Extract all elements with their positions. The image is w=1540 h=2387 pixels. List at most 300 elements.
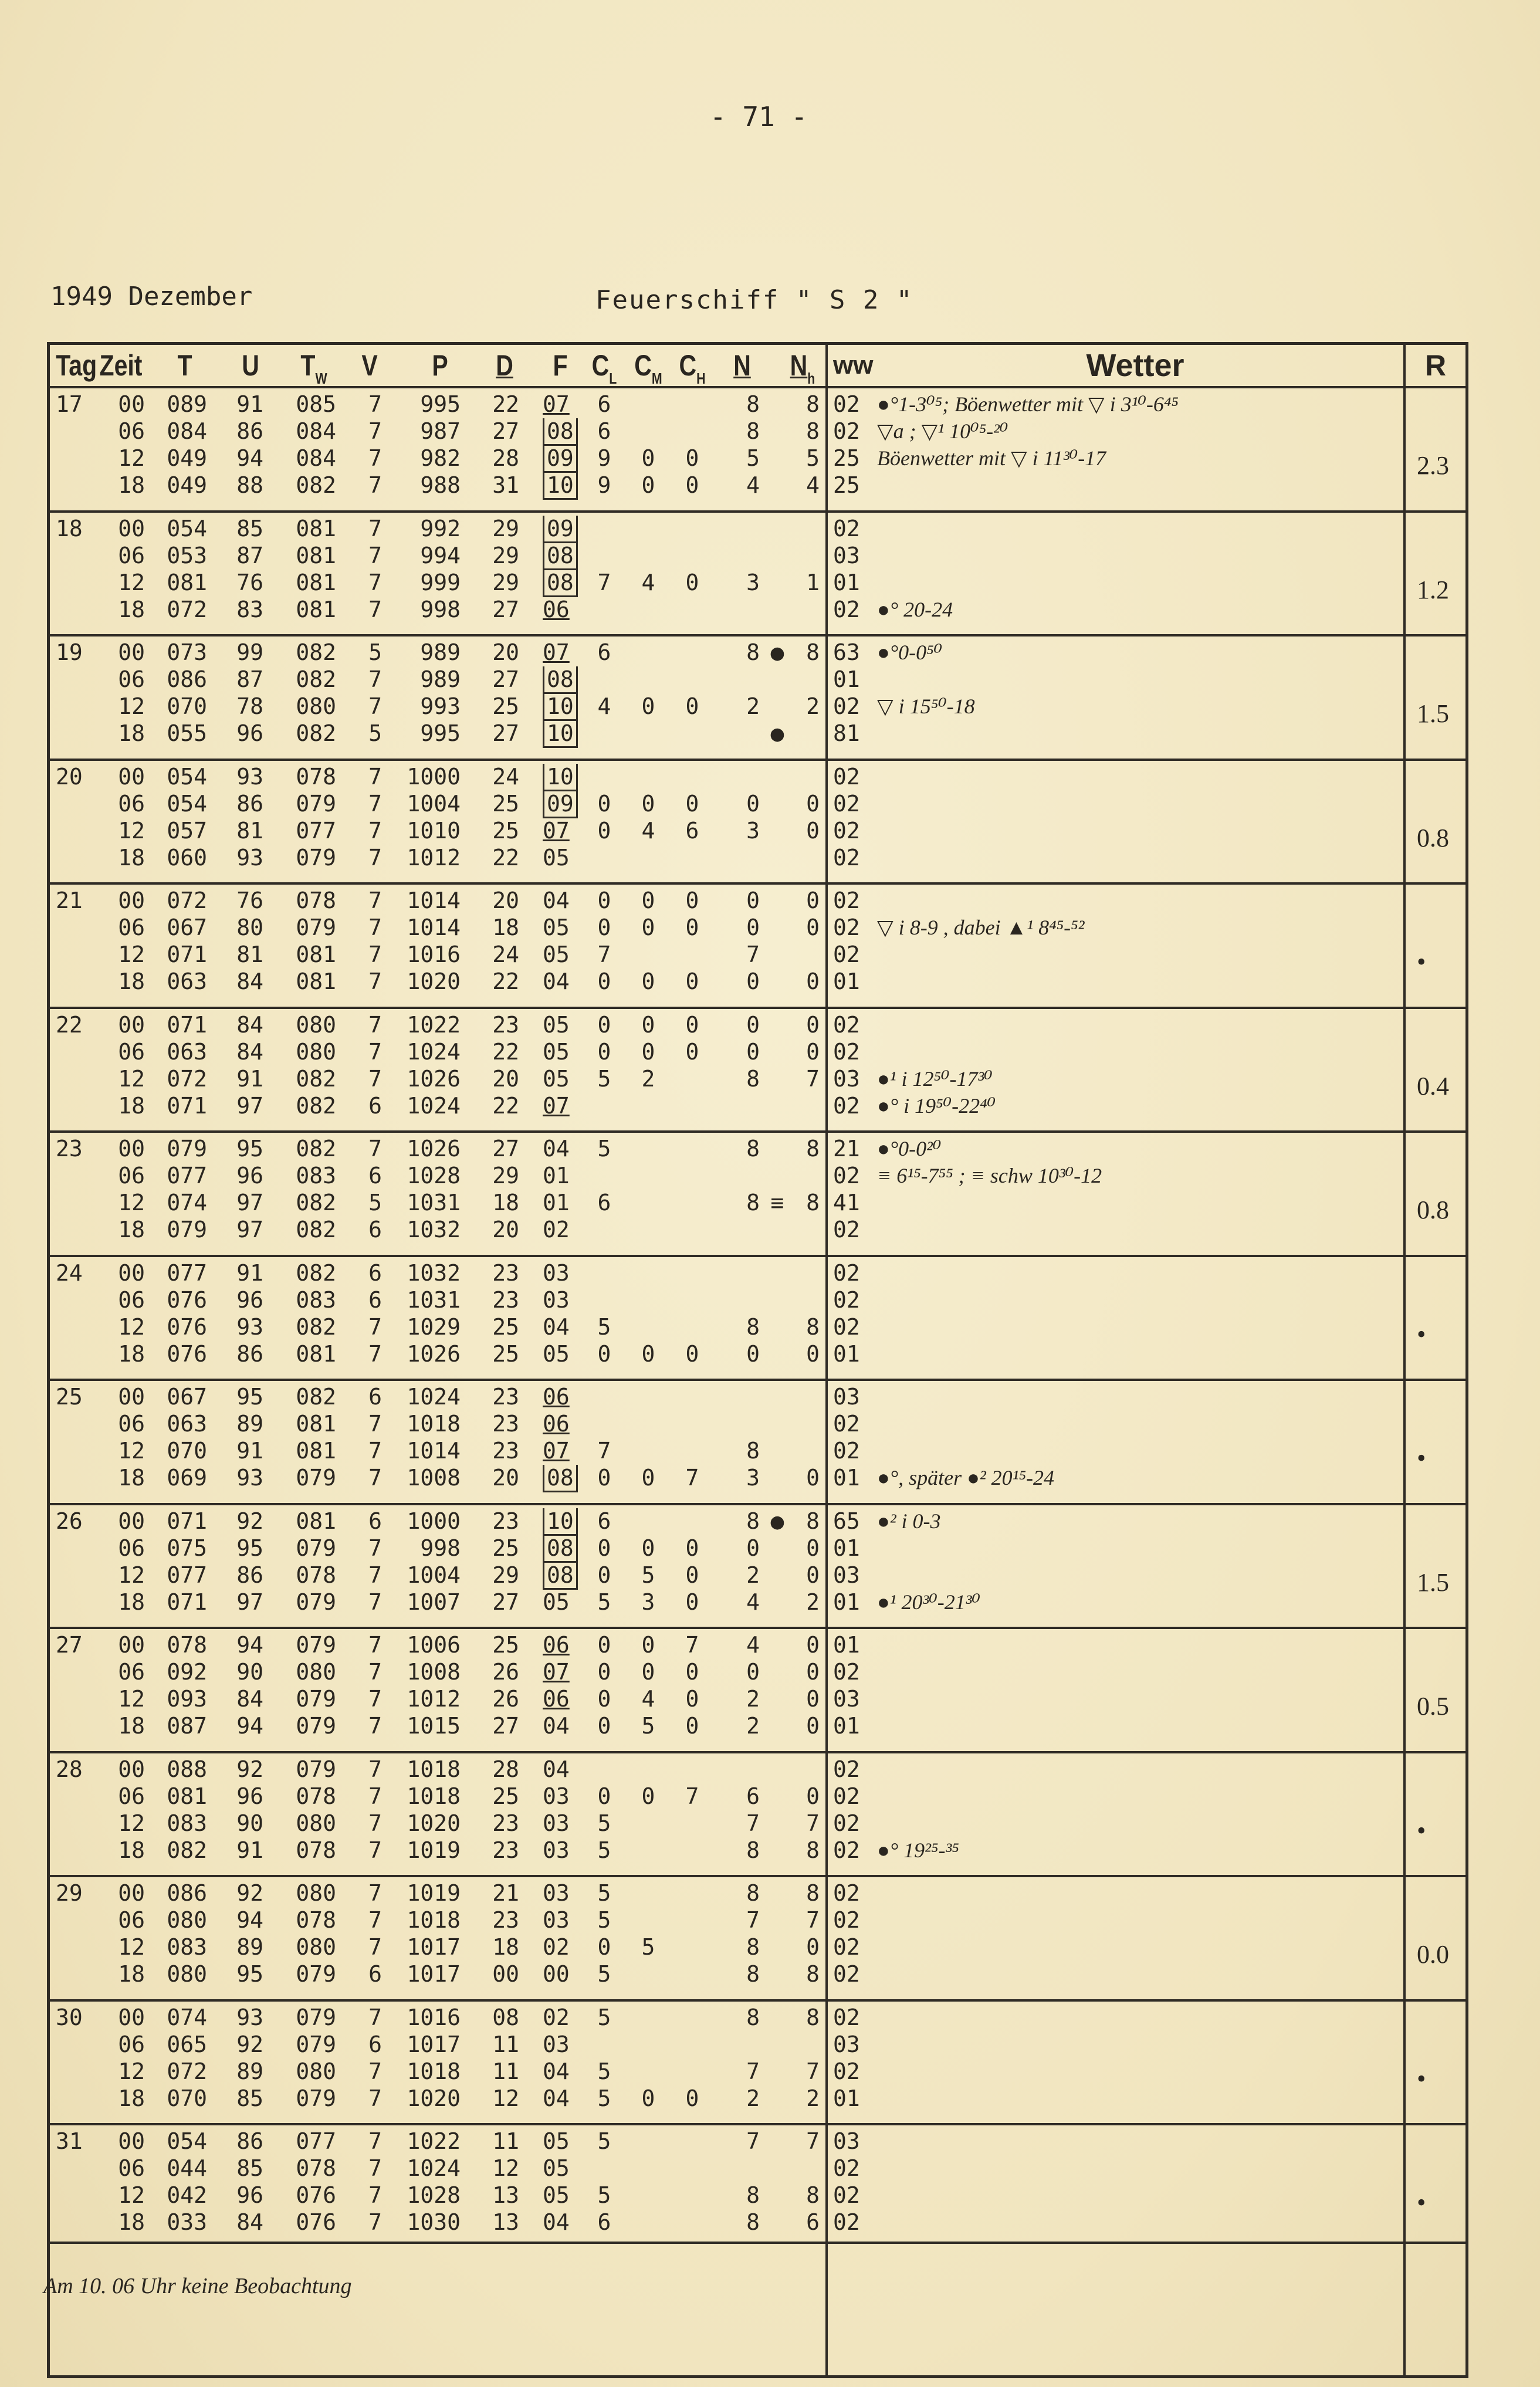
cell-f: 06 [543,1384,570,1410]
cell-cl: 7 [597,569,611,595]
cell-cm [634,1961,663,1988]
cell-ww: 01 [833,1632,860,1658]
cell-cm [634,639,663,666]
station-title: Feuerschiff " S 2 " [595,285,913,315]
cell-tw: 077 [296,817,336,844]
cell-u: 96 [236,2182,263,2208]
cell-cm: 0 [641,1632,655,1658]
cell-tw: 078 [296,1783,336,1809]
precip-value: 1.2 [1417,575,1449,604]
cell-ww: 02 [833,763,860,790]
cell-zeit: 06 [118,1783,145,1809]
cell-tw: 080 [296,693,336,719]
cell-d: 22 [492,1092,519,1119]
cell-v: 7 [368,1934,382,1960]
cell-v: 7 [368,888,382,913]
cell-ww: 03 [833,542,860,568]
cell-nh: 0 [806,915,820,940]
cell-ch: 0 [685,1659,699,1685]
cell-zeit: 18 [118,472,145,498]
cell-n: 2 [746,1562,760,1588]
cell-u: 95 [236,1136,263,1162]
cell-ch: 0 [685,915,699,940]
cell-f: 03 [543,1259,570,1286]
cell-d: 23 [492,1438,519,1464]
cell-nh [783,666,820,693]
cell-v: 7 [368,1038,382,1065]
cell-f: 03 [543,1837,570,1863]
cell-cl [590,542,619,569]
cell-t: 081 [167,569,207,595]
cell-ch: 7 [685,1465,699,1491]
cell-u: 90 [236,1810,263,1836]
cell-cm: 0 [641,1535,655,1561]
cell-ch [678,639,707,666]
cell-zeit: 06 [118,915,145,940]
cell-ww: 02 [833,1259,860,1286]
cell-t: 063 [167,1411,207,1437]
cell-ww: 02 [833,2155,860,2181]
col-n: N [733,349,751,382]
cell-u: 96 [236,720,263,746]
cell-tw: 076 [296,2182,336,2208]
cell-cl: 0 [597,1038,611,1065]
cell-d: 11 [492,2058,519,2084]
cell-f: 05 [543,915,570,940]
cell-wetter: ●°0-0⁵⁰ [877,641,943,664]
cell-ch [678,1508,707,1535]
cell-v: 7 [368,1011,382,1038]
cell-nh: 0 [806,817,820,844]
cell-f: 10 [543,472,578,499]
cell-f: 00 [543,1961,570,1987]
cell-d: 23 [492,1810,519,1836]
day-separator [50,1379,1465,1381]
cell-d: 22 [492,969,519,994]
cell-zeit: 06 [118,1411,145,1437]
cell-zeit: 12 [118,1313,145,1340]
cell-u: 86 [236,418,263,444]
cell-cm [634,763,663,790]
cell-v: 7 [368,915,382,940]
cell-nh: 0 [806,1659,820,1685]
cell-tw: 081 [296,1438,336,1464]
cell-t: 077 [167,1259,207,1286]
cell-p: 1028 [407,2182,461,2208]
cell-nh [783,763,820,790]
cell-zeit: 12 [118,942,145,967]
cell-ww: 01 [833,1713,860,1739]
cell-p: 1024 [407,1038,461,1065]
cell-cm [634,2155,663,2182]
cell-zeit: 12 [118,445,145,471]
cell-sym: ≡ [770,1190,784,1215]
cell-n: 0 [746,1340,760,1367]
cell-ch: 0 [685,1562,699,1588]
cell-nh [783,941,820,968]
cell-nh: 4 [806,472,820,498]
cell-p: 1032 [407,1217,461,1242]
cell-zeit: 18 [118,596,145,622]
cell-ch [678,1259,707,1286]
precip-value: • [1417,1319,1426,1349]
cell-v: 5 [368,639,382,665]
cell-ch [678,2058,707,2085]
cell-ww: 01 [833,969,860,994]
cell-v: 7 [368,1136,382,1162]
day-separator [50,1007,1465,1009]
cell-p: 1020 [407,969,461,994]
cell-u: 93 [236,1313,263,1340]
cell-zeit: 18 [118,1713,145,1739]
cell-cm: 3 [641,1589,655,1615]
cell-u: 95 [236,1384,263,1410]
cell-cl [590,1162,619,1189]
cell-p: 1014 [407,888,461,913]
day-separator [50,1875,1465,1877]
cell-f: 05 [543,942,570,967]
cell-tw: 078 [296,763,336,790]
cell-d: 18 [492,1190,519,1215]
cell-d: 27 [492,1136,519,1162]
cell-p: 993 [420,693,461,719]
footnote: Am 10. 06 Uhr keine Beobachtung [43,2274,352,2298]
cell-n [725,2155,760,2182]
cell-u: 95 [236,1535,263,1561]
cell-ww: 01 [833,1465,860,1491]
cell-v: 5 [368,720,382,746]
cell-ww: 01 [833,2085,860,2111]
day-number: 28 [56,1756,83,1782]
cell-d: 29 [492,569,519,595]
cell-nh: 0 [806,1465,820,1491]
cell-ch [678,1410,707,1437]
cell-wetter: ▽ i 15⁵⁰-18 [877,695,975,718]
cell-t: 074 [167,2004,207,2030]
cell-p: 1006 [407,1632,461,1658]
cell-nh: 8 [806,1880,820,1906]
cell-d: 00 [492,1961,519,1987]
cell-p: 1014 [407,1438,461,1464]
cell-d: 20 [492,1217,519,1242]
cell-cm: 0 [641,445,655,471]
cell-t: 079 [167,1136,207,1162]
cell-n [725,1259,760,1286]
cell-cm [634,542,663,569]
cell-v: 7 [368,969,382,994]
cell-cl [590,763,619,790]
cell-cm [634,1092,663,1119]
cell-cm: 0 [641,888,655,913]
col-ch: $C_H$ [679,349,706,387]
cell-cm [634,2182,663,2209]
cell-cl: 6 [597,391,611,417]
cell-cl: 7 [597,1438,611,1464]
cell-d: 23 [492,1286,519,1313]
cell-p: 1031 [407,1190,461,1215]
cell-v: 6 [368,1286,382,1313]
cell-zeit: 00 [118,1136,145,1162]
col-tw: $T_W$ [300,349,327,387]
cell-t: 077 [167,1562,207,1588]
cell-p: 1017 [407,1934,461,1960]
cell-p: 1004 [407,790,461,817]
cell-ch [678,596,707,623]
cell-u: 94 [236,1907,263,1933]
cell-u: 91 [236,1438,263,1464]
cell-n [725,1162,760,1189]
cell-u: 86 [236,1340,263,1367]
col-cm: $C_M$ [634,349,662,387]
col-ww: ww [833,351,874,380]
cell-zeit: 00 [118,1880,145,1906]
cell-ch [678,941,707,968]
cell-v: 7 [368,1686,382,1712]
cell-p: 989 [420,666,461,692]
cell-sym: ● [770,720,784,746]
cell-n: 4 [746,1589,760,1615]
cell-tw: 082 [296,1259,336,1286]
cell-t: 072 [167,888,207,913]
cell-v: 7 [368,1313,382,1340]
cell-tw: 078 [296,2155,336,2181]
cell-tw: 077 [296,2128,336,2154]
ww-divider [825,345,828,2375]
cell-cm [634,1259,663,1286]
precip-value: • [1417,947,1426,976]
cell-wetter: ●° i 19⁵⁰-22⁴⁰ [877,1093,996,1118]
cell-u: 97 [236,1589,263,1615]
cell-zeit: 06 [118,1659,145,1685]
cell-cm [634,1313,663,1340]
cell-cl: 0 [597,1686,611,1712]
cell-f: 07 [543,817,570,844]
cell-n: 0 [746,1011,760,1038]
cell-u: 87 [236,666,263,692]
cell-ww: 02 [833,790,860,817]
cell-v: 6 [368,1163,382,1189]
cell-nh: 0 [806,969,820,994]
cell-ch [678,763,707,790]
cell-cl [590,1259,619,1286]
observation-table [47,342,1468,2378]
cell-zeit: 00 [118,515,145,541]
cell-d: 27 [492,596,519,622]
cell-p: 1022 [407,1011,461,1038]
cell-ch [678,1934,707,1961]
cell-v: 7 [368,1837,382,1863]
cell-d: 22 [492,391,519,417]
cell-t: 093 [167,1686,207,1712]
day-separator [50,634,1465,636]
cell-ch [678,1216,707,1243]
cell-nh: 8 [806,1190,820,1215]
cell-d: 25 [492,1313,519,1340]
cell-u: 85 [236,2155,263,2181]
cell-p: 987 [420,418,461,444]
cell-cm [634,391,663,418]
cell-sym: ● [770,639,784,665]
cell-v: 7 [368,472,382,498]
cell-cm [634,1756,663,1783]
cell-v: 7 [368,569,382,595]
cell-p: 1018 [407,1783,461,1809]
cell-tw: 081 [296,1340,336,1367]
cell-nh: 0 [806,1340,820,1367]
col-nh: $N_h$ [790,349,815,387]
cell-tw: 080 [296,1934,336,1960]
precip-value: 1.5 [1417,1567,1449,1597]
cell-tw: 082 [296,1313,336,1340]
cell-tw: 079 [296,1535,336,1561]
cell-cm [634,844,663,871]
cell-v: 7 [368,2058,382,2084]
day-separator [50,1751,1465,1753]
cell-t: 072 [167,1065,207,1092]
cell-zeit: 12 [118,1562,145,1588]
cell-d: 29 [492,515,519,541]
cell-u: 90 [236,1659,263,1685]
day-number: 18 [56,515,83,541]
cell-u: 84 [236,1686,263,1712]
cell-t: 042 [167,2182,207,2208]
cell-v: 7 [368,1810,382,1836]
cell-tw: 079 [296,1632,336,1658]
precip-value: 0.5 [1417,1692,1449,1721]
cell-u: 84 [236,969,263,994]
cell-n [725,666,760,693]
cell-f: 05 [543,2182,570,2208]
cell-n: 2 [746,1686,760,1712]
cell-n: 2 [746,693,760,719]
cell-u: 93 [236,844,263,871]
cell-u: 81 [236,817,263,844]
cell-zeit: 06 [118,2155,145,2181]
cell-u: 85 [236,515,263,541]
cell-tw: 079 [296,790,336,817]
cell-d: 20 [492,1065,519,1092]
cell-nh: 8 [806,391,820,417]
cell-nh [783,1383,820,1410]
cell-ww: 25 [833,445,860,471]
cell-d: 31 [492,472,519,498]
cell-ch: 0 [685,1011,699,1038]
cell-tw: 080 [296,1038,336,1065]
cell-ch: 0 [685,1713,699,1739]
cell-d: 25 [492,1340,519,1367]
cell-n [725,1216,760,1243]
cell-t: 055 [167,720,207,746]
cell-f: 01 [543,1190,570,1215]
cell-p: 1016 [407,2004,461,2030]
cell-p: 1012 [407,1686,461,1712]
cell-cl: 5 [597,1961,611,1987]
cell-f: 03 [543,1783,570,1809]
cell-cm: 4 [641,817,655,844]
cell-tw: 076 [296,2209,336,2235]
cell-n [725,1092,760,1119]
cell-n: 8 [746,1961,760,1987]
cell-tw: 079 [296,915,336,940]
cell-zeit: 00 [118,1384,145,1410]
cell-zeit: 18 [118,1465,145,1491]
cell-cl [590,1286,619,1313]
cell-u: 89 [236,1934,263,1960]
cell-ww: 03 [833,1686,860,1712]
cell-ww: 02 [833,1286,860,1313]
cell-t: 081 [167,1783,207,1809]
day-number: 25 [56,1384,83,1410]
cell-wetter: ▽ i 8-9 , dabei ▲¹ 8⁴⁵-⁵² [877,916,1085,939]
cell-cl [590,1383,619,1410]
cell-d: 28 [492,1756,519,1782]
cell-d: 12 [492,2085,519,2111]
cell-cm [634,1286,663,1313]
col-t: T [177,349,192,382]
cell-ch: 0 [685,569,699,595]
cell-n [725,542,760,569]
cell-u: 93 [236,1465,263,1491]
cell-ww: 02 [833,391,860,417]
cell-t: 054 [167,2128,207,2154]
cell-v: 7 [368,1659,382,1685]
cell-n: 8 [746,1880,760,1906]
precip-value: 2.3 [1417,451,1449,480]
cell-p: 1019 [407,1837,461,1863]
cell-v: 7 [368,1465,382,1491]
cell-zeit: 12 [118,2058,145,2084]
cell-ww: 03 [833,1562,860,1588]
cell-tw: 078 [296,1907,336,1933]
cell-f: 04 [543,1136,570,1162]
cell-d: 13 [492,2182,519,2208]
cell-t: 053 [167,542,207,568]
cell-n [725,763,760,790]
day-separator [50,759,1465,761]
cell-f: 10 [543,693,578,720]
cell-nh [783,1756,820,1783]
cell-ww: 01 [833,666,860,692]
cell-n: 8 [746,639,760,665]
cell-t: 092 [167,1659,207,1685]
cell-cm [634,596,663,623]
cell-t: 071 [167,1589,207,1615]
cell-v: 7 [368,2085,382,2111]
cell-zeit: 18 [118,1837,145,1863]
cell-cl: 9 [597,472,611,498]
cell-t: 086 [167,666,207,692]
cell-tw: 079 [296,1465,336,1491]
cell-zeit: 12 [118,1438,145,1464]
cell-nh [783,542,820,569]
cell-f: 07 [543,391,570,417]
cell-f: 03 [543,2031,570,2057]
cell-cm [634,720,663,747]
cell-cl: 0 [597,1011,611,1038]
cell-t: 069 [167,1465,207,1491]
remark-divider [825,2242,828,2375]
cell-ww: 02 [833,1659,860,1685]
cell-u: 86 [236,2128,263,2154]
cell-p: 1017 [407,2031,461,2057]
cell-u: 83 [236,596,263,622]
cell-zeit: 18 [118,1589,145,1615]
cell-p: 1026 [407,1340,461,1367]
cell-cl: 6 [597,1190,611,1215]
cell-nh: 8 [806,418,820,444]
cell-u: 92 [236,1508,263,1534]
cell-f: 05 [543,844,570,871]
